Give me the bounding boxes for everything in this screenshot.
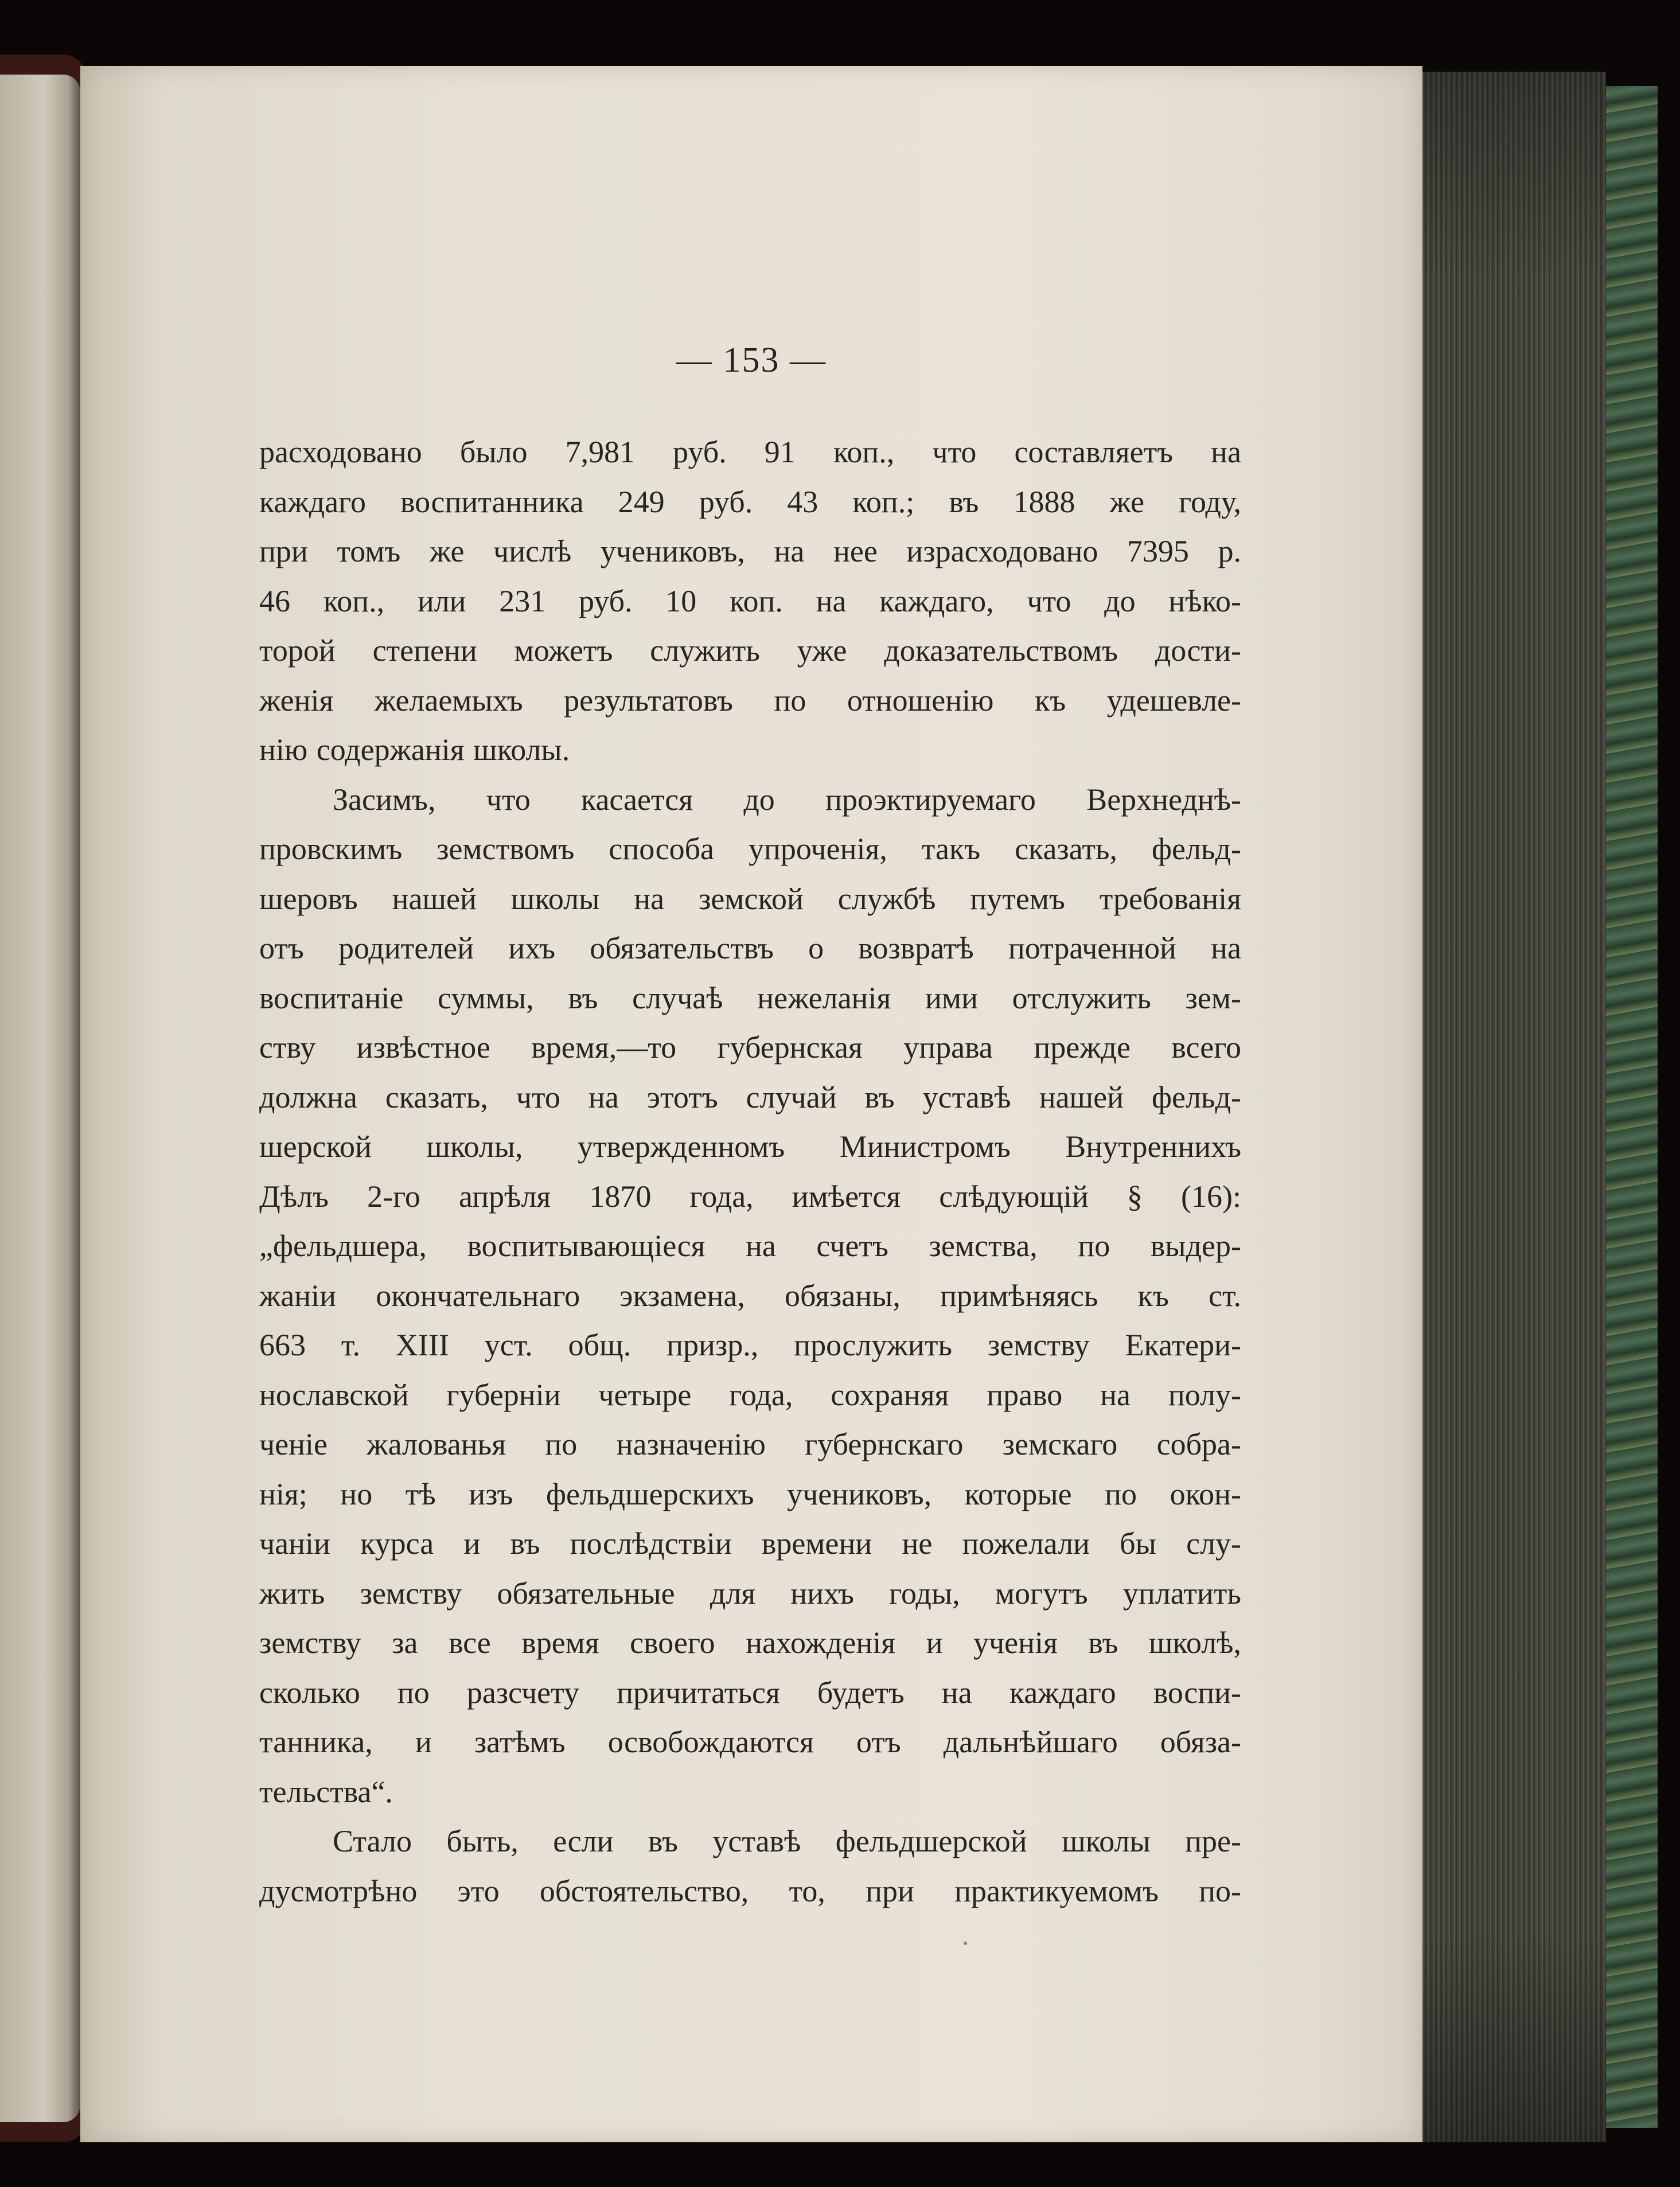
text-line: дусмотрѣно это обстоятельство, то, при практикуемомъ по- [259,1873,1241,1908]
text-line: Дѣлъ 2-го апрѣля 1870 года, имѣется слѣдующій § (16): [259,1179,1241,1214]
text-line: чаніи курса и въ послѣдствіи времени не пожелали бы слу- [259,1526,1241,1561]
page-block-edge [1417,72,1606,2142]
text-line: сколько по разсчету причитаться будетъ на каждаго воспи- [259,1675,1241,1710]
text-line: Стало быть, если въ уставѣ фельдшерской школы пре- [333,1824,1241,1858]
text-line: провскимъ земствомъ способа упроченія, такъ сказать, фельд- [259,832,1241,866]
text-line: воспитаніе суммы, въ случаѣ нежеланія ими отслужить зем- [259,980,1241,1015]
text-line: ству извѣстное время,—то губернская управа прежде всего [259,1030,1241,1065]
text-line: Засимъ, что касается до проэктируемаго Верхнеднѣ- [333,782,1241,817]
text-line: отъ родителей ихъ обязательствъ о возвратѣ потраченной на [259,931,1241,965]
text-line: земству за все время своего нахожденія и ученія въ школѣ, [259,1625,1241,1660]
text-line: при томъ же числѣ учениковъ, на нее израсходовано 7395 р. [259,534,1241,568]
paper-speck [964,1942,967,1945]
text-line: шерской школы, утвержденномъ Министромъ Внутреннихъ [259,1129,1241,1164]
text-line: нію содержанія школы. [259,732,570,767]
text-line: тельства“. [259,1774,393,1809]
book-page [80,66,1422,2142]
page-number: — 153 — [676,341,827,380]
text-line: нославской губерніи четыре года, сохраняя право на полу- [259,1377,1241,1412]
text-line: жаніи окончательнаго экзамена, обязаны, примѣняясь къ ст. [259,1278,1241,1313]
text-line: каждаго воспитанника 249 руб. 43 коп.; въ 1888 же году, [259,484,1241,519]
text-line: расходовано было 7,981 руб. 91 коп., что составляетъ на [259,435,1241,469]
facing-page-edge [0,75,80,2122]
text-line: должна сказать, что на этотъ случай въ уставѣ нашей фельд- [259,1079,1241,1114]
text-line: жить земству обязательные для нихъ годы, могутъ уплатить [259,1576,1241,1611]
text-line: танника, и затѣмъ освобождаются отъ дальнѣйшаго обяза- [259,1725,1241,1759]
text-line: нія; но тѣ изъ фельдшерскихъ учениковъ, которые по окон- [259,1476,1241,1511]
text-line: 663 т. XIII уст. общ. призр., прослужить земству Екатери- [259,1328,1241,1362]
text-line: 46 коп., или 231 руб. 10 коп. на каждаго, что до нѣко- [259,583,1241,618]
text-line: ченіе жалованья по назначенію губернскаго земскаго собра- [259,1427,1241,1461]
text-line: торой степени можетъ служить уже доказательствомъ дости- [259,633,1241,668]
text-line: женія желаемыхъ результатовъ по отношенію къ удешевле- [259,683,1241,718]
text-line: „фельдшера, воспитывающіеся на счетъ земства, по выдер- [259,1229,1241,1263]
body-text [259,427,1241,1916]
text-line: шеровъ нашей школы на земской службѣ путемъ требованія [259,881,1241,916]
